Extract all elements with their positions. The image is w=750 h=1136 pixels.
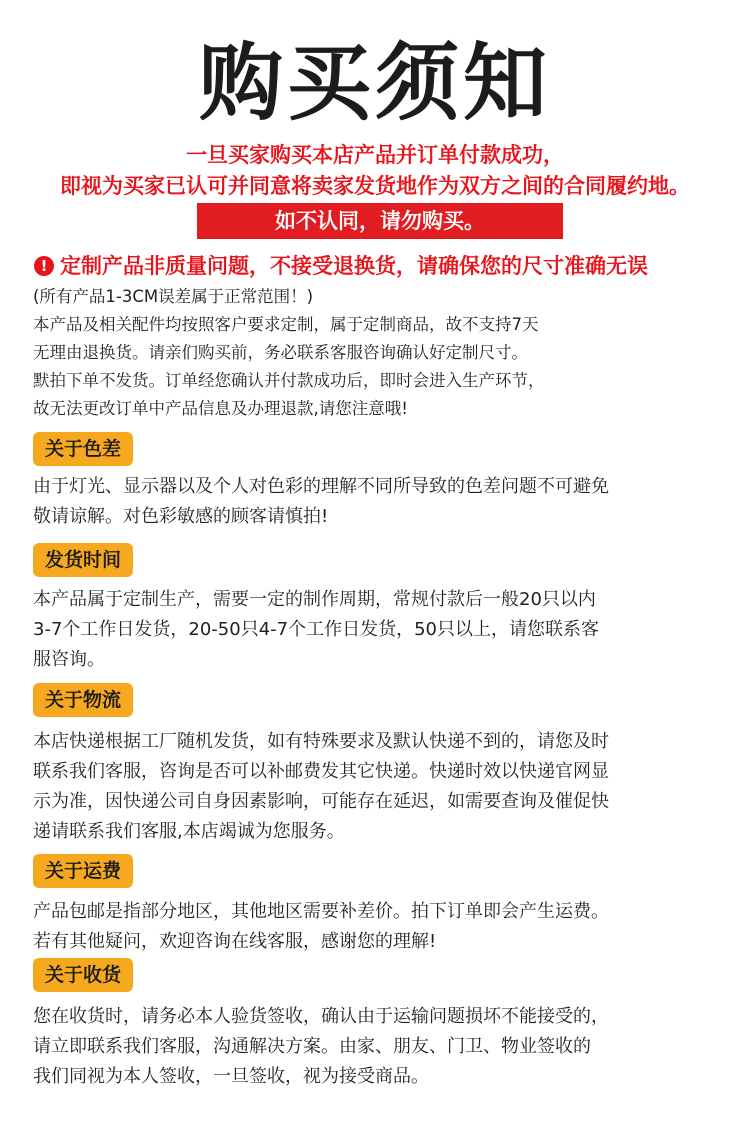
intro-line: 本产品及相关配件均按照客户要求定制，属于定制商品，故不支持7天	[33, 315, 539, 334]
warning-icon: !	[34, 256, 54, 276]
intro-paragraph	[33, 283, 723, 423]
warning-notice	[34, 250, 734, 282]
section-line: 我们同视为本人签收，一旦签收，视为接受商品。	[33, 1066, 429, 1087]
section-line: 产品包邮是指部分地区，其他地区需要补差价。拍下订单即会产生运费。	[33, 901, 609, 922]
section-heading-shipping-fee: 关于运费	[33, 854, 133, 888]
section-body-shipping-time	[33, 585, 723, 675]
intro-line: (所有产品1-3CM误差属于正常范围！)	[33, 287, 314, 306]
intro-line: 无理由退换货。请亲们购买前，务必联系客服咨询确认好定制尺寸。	[33, 343, 528, 362]
section-line: 服咨询。	[33, 649, 105, 670]
section-body-receiving	[33, 1002, 723, 1092]
section-body-logistics	[33, 727, 723, 847]
section-line: 本产品属于定制生产，需要一定的制作周期，常规付款后一般20只以内	[33, 589, 596, 610]
section-heading-receiving: 关于收货	[33, 958, 133, 992]
section-heading-color-difference: 关于色差	[33, 432, 133, 466]
section-heading-logistics: 关于物流	[33, 683, 133, 717]
section-line: 本店快递根据工厂随机发货，如有特殊要求及默认快递不到的，请您及时	[33, 731, 609, 752]
notice-line-2: 即视为买家已认可并同意将卖家发货地作为双方之间的合同履约地。	[60, 174, 690, 198]
section-line: 由于灯光、显示器以及个人对色彩的理解不同所导致的色差问题不可避免	[33, 476, 609, 497]
section-line: 示为准，因快递公司自身因素影响，可能存在延迟，如需要查询及催促快	[33, 791, 609, 812]
notice-line-1: 一旦买家购买本店产品并订单付款成功，	[186, 143, 564, 167]
intro-line: 默拍下单不发货。订单经您确认并付款成功后，即时会进入生产环节，	[33, 371, 545, 390]
section-line: 若有其他疑问，欢迎咨询在线客服，感谢您的理解!	[33, 931, 437, 952]
page-title: 购买须知	[198, 34, 551, 132]
section-body-color-difference	[33, 472, 723, 532]
disagree-banner: 如不认同，请勿购买。	[197, 203, 563, 239]
section-line: 递请联系我们客服,本店竭诚为您服务。	[33, 821, 345, 842]
section-body-shipping-fee	[33, 897, 723, 957]
section-line: 联系我们客服，咨询是否可以补邮费发其它快递。快递时效以快递官网显	[33, 761, 609, 782]
intro-line: 故无法更改订单中产品信息及办理退款,请您注意哦!	[33, 399, 408, 418]
section-line: 您在收货时，请务必本人验货签收，确认由于运输问题损坏不能接受的，	[33, 1006, 609, 1027]
section-line: 敬请谅解。对色彩敏感的顾客请慎拍!	[33, 506, 329, 527]
warning-text: 定制产品非质量问题，不接受退换货，请确保您的尺寸准确无误	[60, 254, 648, 278]
section-line: 3-7个工作日发货，20-50只4-7个工作日发货，50只以上，请您联系客	[33, 619, 600, 640]
section-heading-shipping-time: 发货时间	[33, 543, 133, 577]
section-line: 请立即联系我们客服，沟通解决方案。由家、朋友、门卫、物业签收的	[33, 1036, 591, 1057]
